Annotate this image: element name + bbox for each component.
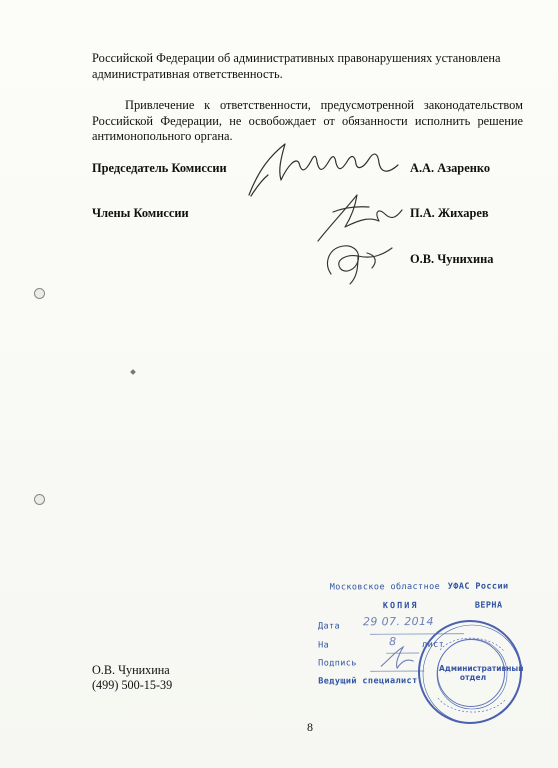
stamp-date-value: 29 07. 2014 [362,614,434,629]
stamp-ufas: УФАС России [447,581,509,592]
stamp-sheet-prefix: На [318,640,330,651]
members-label: Члены Комиссии [92,206,189,220]
member-2-signature [315,225,406,287]
page-number: 8 [307,720,313,734]
paragraph-liability: Привлечение к ответственности, предусмотренной законодательством Российской Федерации, не освобождает от обязанности исполнить решение антимонопольного органа. [92,98,523,144]
seal-center-text: Административный отдел [439,664,524,682]
paragraph-line-1: Российской Федерации об административных правонарушениях установлена [92,51,501,65]
stamp-copy-label: КОПИЯ [382,600,419,612]
binding-hole [34,288,45,299]
member-1-name: П.А. Жихарев [410,206,489,220]
stamp-organization: Московское областное [329,581,441,593]
chair-label: Председатель Комиссии [92,161,227,175]
stamp-date-label: Дата [317,621,341,632]
stamp-signature-label: Подпись [318,658,357,669]
paragraph-continuation [92,51,523,82]
member-2-name: О.В. Чунихина [410,252,494,266]
round-official-seal [418,620,522,724]
contact-block [92,663,172,694]
binding-hole [34,494,45,505]
paper-mark [130,369,136,375]
stamp-sheet-label: лист [422,639,445,650]
stamp-position: Ведущий специалист [318,676,418,687]
stamp-sheet-value: 8 [389,635,397,649]
stamp-verified-label: ВЕРНА [474,600,503,611]
contact-phone: (499) 500-15-39 [92,678,173,693]
paragraph-line-2: административная ответственность. [92,66,283,81]
chair-name: А.А. Азаренко [410,161,491,175]
contact-name: О.В. Чунихина [92,663,170,677]
